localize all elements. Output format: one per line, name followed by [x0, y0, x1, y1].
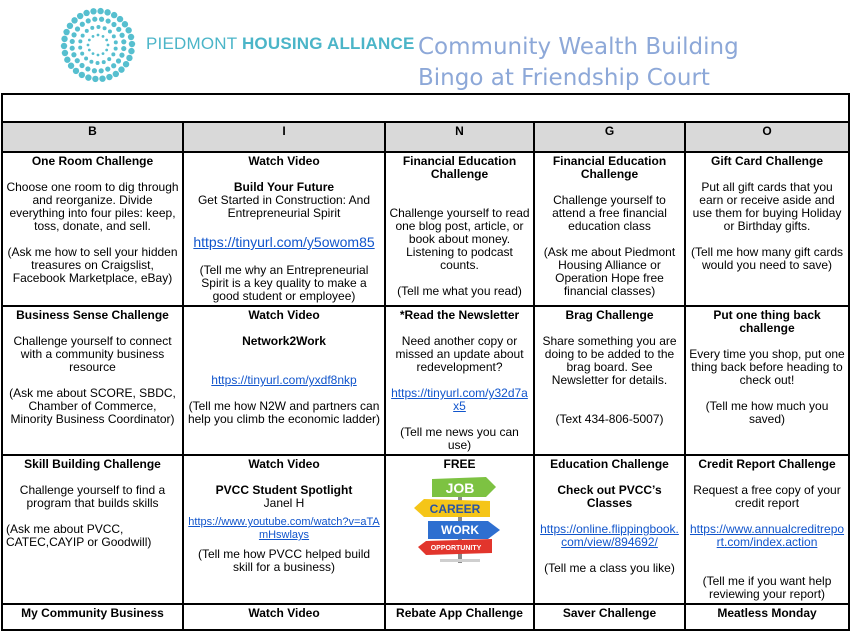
logo-dot — [71, 52, 76, 57]
cell-i3 — [183, 455, 385, 604]
cell-body: Put all gift cards that you earn or receive aside and use them for buying Holiday or Birthday gifts. — [692, 180, 842, 233]
logo-dot — [79, 63, 84, 68]
logo-dot — [77, 13, 83, 19]
pvcc-classes-link[interactable]: https://online.flippingbook.com/view/894692/ — [540, 522, 679, 549]
bingo-row-1 — [2, 152, 849, 306]
cell-note: (Text 434-806-5007) — [555, 412, 664, 426]
header — [0, 0, 850, 95]
cell-note: (Tell me how N2W and partners can help you climb the economic ladder) — [187, 399, 381, 426]
logo-dot — [97, 54, 100, 57]
cell-title: Meatless Monday — [717, 606, 817, 620]
logo-dot — [121, 46, 126, 51]
cell-title: Business Sense Challenge — [16, 308, 169, 322]
cell-b2 — [2, 306, 183, 455]
logo-dot — [89, 60, 93, 64]
logo-dot — [73, 68, 79, 74]
sign-job: JOB — [445, 480, 474, 496]
logo-dot — [75, 58, 80, 63]
cell-body: Challenge yourself to connect with a community business resource — [13, 334, 172, 374]
logo-dot — [104, 9, 110, 15]
logo-dot — [61, 36, 67, 42]
cell-title: Education Challenge — [550, 457, 669, 471]
cell-title: Watch Video — [248, 154, 320, 168]
cell-o4 — [685, 604, 849, 630]
cell-note: (Tell me what you read) — [397, 284, 522, 298]
logo-dot — [106, 74, 112, 80]
letter-b: B — [2, 122, 183, 152]
bingo-row-3 — [2, 455, 849, 604]
sign-career: CAREER — [429, 502, 480, 516]
letter-i: I — [183, 122, 385, 152]
logo-dot — [116, 58, 121, 63]
cell-body: Choose one room to dig through and reorganize. Divide everything into four piles: keep, toss, donate, and sell. — [6, 180, 179, 233]
org-name-bold: HOUSING ALLIANCE — [241, 34, 415, 53]
logo-dot — [86, 18, 91, 23]
cell-note: (Ask me about Piedmont Housing Alliance or Operation Hope free financial classes) — [543, 245, 676, 298]
logo-dot — [92, 17, 97, 22]
logo-dot — [116, 27, 121, 32]
logo-dot — [99, 17, 104, 22]
logo-dot — [105, 66, 110, 71]
logo-dot — [106, 18, 111, 23]
logo-dot — [128, 48, 134, 54]
sign-opportunity: OPPORTUNITY — [430, 545, 481, 552]
logo-dot — [70, 39, 75, 44]
logo-dot — [111, 63, 116, 68]
logo-dot — [80, 52, 84, 56]
logo-dot — [78, 39, 82, 43]
logo-dot — [81, 34, 85, 38]
logo-dot — [123, 61, 129, 67]
cell-title: Rebate App Challenge — [396, 606, 523, 620]
logo-dot — [80, 22, 85, 27]
logo-dot — [126, 55, 132, 61]
logo-dot — [71, 17, 77, 23]
logo-dot — [122, 21, 128, 27]
cell-body: Every time you shop, put one thing back before heading to check out! — [689, 347, 845, 387]
cell-body: Share something you are doing to be added to the brag board. See Newsletter for details. — [542, 334, 677, 387]
job-career-signpost-image — [410, 475, 510, 563]
cell-o2 — [685, 306, 849, 455]
logo-dot — [105, 39, 108, 42]
cell-title: Watch Video — [248, 308, 320, 322]
video-link[interactable]: https://www.youtube.com/watch?v=aTAmHswlays — [188, 516, 380, 541]
cell-i4 — [183, 604, 385, 630]
logo-dot — [111, 12, 117, 18]
cell-body: Janel H — [263, 496, 305, 510]
logo-dot — [83, 10, 89, 16]
logo-dot — [102, 60, 106, 64]
logo-dot — [84, 56, 88, 60]
logo-dot — [99, 75, 105, 81]
letter-n: N — [385, 122, 534, 152]
logo-dot — [87, 44, 90, 47]
logo-dot — [85, 66, 90, 71]
logo-dot — [70, 46, 75, 51]
bingo-row-4 — [2, 604, 849, 630]
cell-n2 — [385, 306, 534, 455]
cell-title: One Room Challenge — [31, 154, 154, 168]
logo-dot — [61, 43, 67, 49]
logo-dot — [114, 40, 118, 44]
org-name — [146, 34, 415, 54]
logo-dot — [75, 26, 80, 31]
logo-dot — [88, 49, 91, 52]
cell-title: Saver Challenge — [562, 606, 657, 620]
page-title-line2: Bingo at Friendship Court — [418, 65, 710, 91]
credit-report-link[interactable]: https://www.annualcreditreport.com/index.action — [689, 522, 845, 549]
cell-note: (Tell me if you want help reviewing your report) — [702, 574, 832, 601]
cell-n3 — [385, 455, 534, 604]
logo-dot — [121, 39, 126, 44]
letter-g: G — [534, 122, 685, 152]
letter-row — [2, 122, 849, 152]
logo-dot — [97, 8, 103, 14]
logo-dot — [107, 57, 111, 61]
cell-g3 — [534, 455, 685, 604]
logo-dot — [125, 27, 131, 33]
org-name-light: PIEDMONT — [146, 34, 242, 53]
free-label: FREE — [443, 457, 476, 471]
cell-body: Challenge yourself to attend a free financial education class — [552, 193, 667, 233]
cell-title: My Community Business — [21, 606, 164, 620]
cell-n1 — [385, 152, 534, 306]
cell-g1 — [534, 152, 685, 306]
logo-dot — [96, 25, 100, 29]
cell-i2 — [183, 306, 385, 455]
logo-dot — [64, 57, 70, 63]
cell-b4 — [2, 604, 183, 630]
cell-title: Watch Video — [248, 457, 320, 471]
cell-title: Watch Video — [248, 606, 320, 620]
logo-dot — [112, 34, 116, 38]
logo-dot — [97, 34, 100, 37]
page-title-line1: Community Wealth Building — [418, 34, 739, 60]
cell-note: (Tell me how much you saved) — [705, 399, 829, 426]
logo-dot — [79, 72, 85, 78]
cell-body: Need another copy or missed an update about redevelopment? — [395, 334, 524, 374]
logo-dot — [113, 71, 119, 77]
logo-dot — [129, 41, 135, 47]
cell-g2 — [534, 306, 685, 455]
logo-dot — [119, 33, 124, 38]
logo-dot — [85, 74, 91, 80]
logo-dot — [62, 50, 68, 56]
cell-title: Financial Education Challenge — [552, 154, 667, 181]
newsletter-link[interactable]: https://tinyurl.com/y32d7ax5 — [391, 386, 528, 413]
logo-dot — [128, 34, 134, 40]
cell-title: Skill Building Challenge — [24, 457, 161, 471]
sign-work: WORK — [440, 523, 479, 537]
cell-title: Credit Report Challenge — [698, 457, 836, 471]
cell-note: (Tell me why an Entrepreneurial Spirit is a key quality to make a good student or employee) — [199, 263, 369, 303]
cell-subtitle: Build Your Future — [233, 180, 335, 194]
cell-note: (Tell me news you can use) — [400, 425, 519, 452]
logo-dot — [71, 32, 76, 37]
cell-b1 — [2, 152, 183, 306]
bingo-row-2 — [2, 306, 849, 455]
logo-dot — [90, 26, 94, 30]
logo-dot — [107, 44, 110, 47]
logo-dot — [114, 47, 118, 51]
cell-title: Put one thing back challenge — [713, 308, 821, 335]
logo-dot — [102, 52, 105, 55]
logo-dot — [67, 23, 73, 29]
logo-dot — [111, 22, 116, 27]
cell-body: Challenge yourself to find a program that builds skills — [19, 483, 166, 510]
cell-subtitle: Network2Work — [242, 334, 326, 348]
cell-body: Challenge yourself to read one blog post, article, or book about money. Listening to podcast counts. — [389, 206, 530, 272]
logo-dot — [88, 39, 91, 42]
cell-g4 — [534, 604, 685, 630]
blank-cell — [2, 94, 849, 122]
cell-note: (Ask me about SCORE, SBDC, Chamber of Commerce, Minority Business Coordinator) — [9, 386, 176, 426]
letter-o: O — [685, 122, 849, 152]
piedmont-logo-icon — [58, 6, 138, 84]
logo-dot — [78, 46, 82, 50]
logo-dot — [92, 68, 97, 73]
cell-note: (Tell me a class you like) — [544, 561, 675, 575]
cell-subtitle: Check out PVCC’s Classes — [557, 483, 662, 510]
bingo-card — [1, 93, 850, 631]
logo-dot — [63, 29, 69, 35]
logo-dot — [103, 26, 107, 30]
logo-dot — [111, 52, 115, 56]
logo-dot — [118, 66, 124, 72]
cell-note: (Tell me how PVCC helped build skill for a business) — [197, 547, 371, 574]
video-link[interactable]: https://tinyurl.com/yxdf8nkp — [211, 373, 357, 387]
cell-title: *Read the Newsletter — [399, 308, 520, 322]
logo-dot — [96, 61, 100, 65]
cell-subtitle: PVCC Student Spotlight — [215, 483, 353, 497]
cell-note: (Tell me how many gift cards would you need to save) — [690, 245, 844, 272]
blank-row — [2, 94, 849, 122]
cell-title: Brag Challenge — [565, 308, 654, 322]
logo-dot — [68, 63, 74, 69]
logo-dot — [92, 52, 95, 55]
logo-dot — [119, 53, 124, 58]
logo-dot — [105, 49, 108, 52]
logo-dot — [90, 8, 96, 14]
logo-dot — [108, 30, 112, 34]
cell-o3 — [685, 455, 849, 604]
video-link[interactable]: https://tinyurl.com/y5owom85 — [193, 234, 375, 250]
cell-i1 — [183, 152, 385, 306]
logo-dot — [85, 29, 89, 33]
cell-b3 — [2, 455, 183, 604]
cell-note: (Ask me how to sell your hidden treasures on Craigslist, Facebook Marketplace, eBay) — [7, 245, 178, 285]
logo-dot — [102, 35, 105, 38]
logo-dot — [99, 68, 104, 73]
cell-body: Get Started in Construction: And Entrepreneurial Spirit — [197, 193, 371, 220]
cell-n4 — [385, 604, 534, 630]
cell-body: Request a free copy of your credit report — [693, 483, 841, 510]
cell-title: Financial Education Challenge — [402, 154, 517, 181]
logo-dot — [92, 76, 98, 82]
cell-o1 — [685, 152, 849, 306]
cell-title: Gift Card Challenge — [711, 154, 824, 168]
page-title — [418, 32, 739, 94]
cell-note: (Ask me about PVCC, CATEC,CAYIP or Goodwill) — [6, 522, 152, 549]
logo-dot — [117, 16, 123, 22]
logo-dot — [92, 35, 95, 38]
